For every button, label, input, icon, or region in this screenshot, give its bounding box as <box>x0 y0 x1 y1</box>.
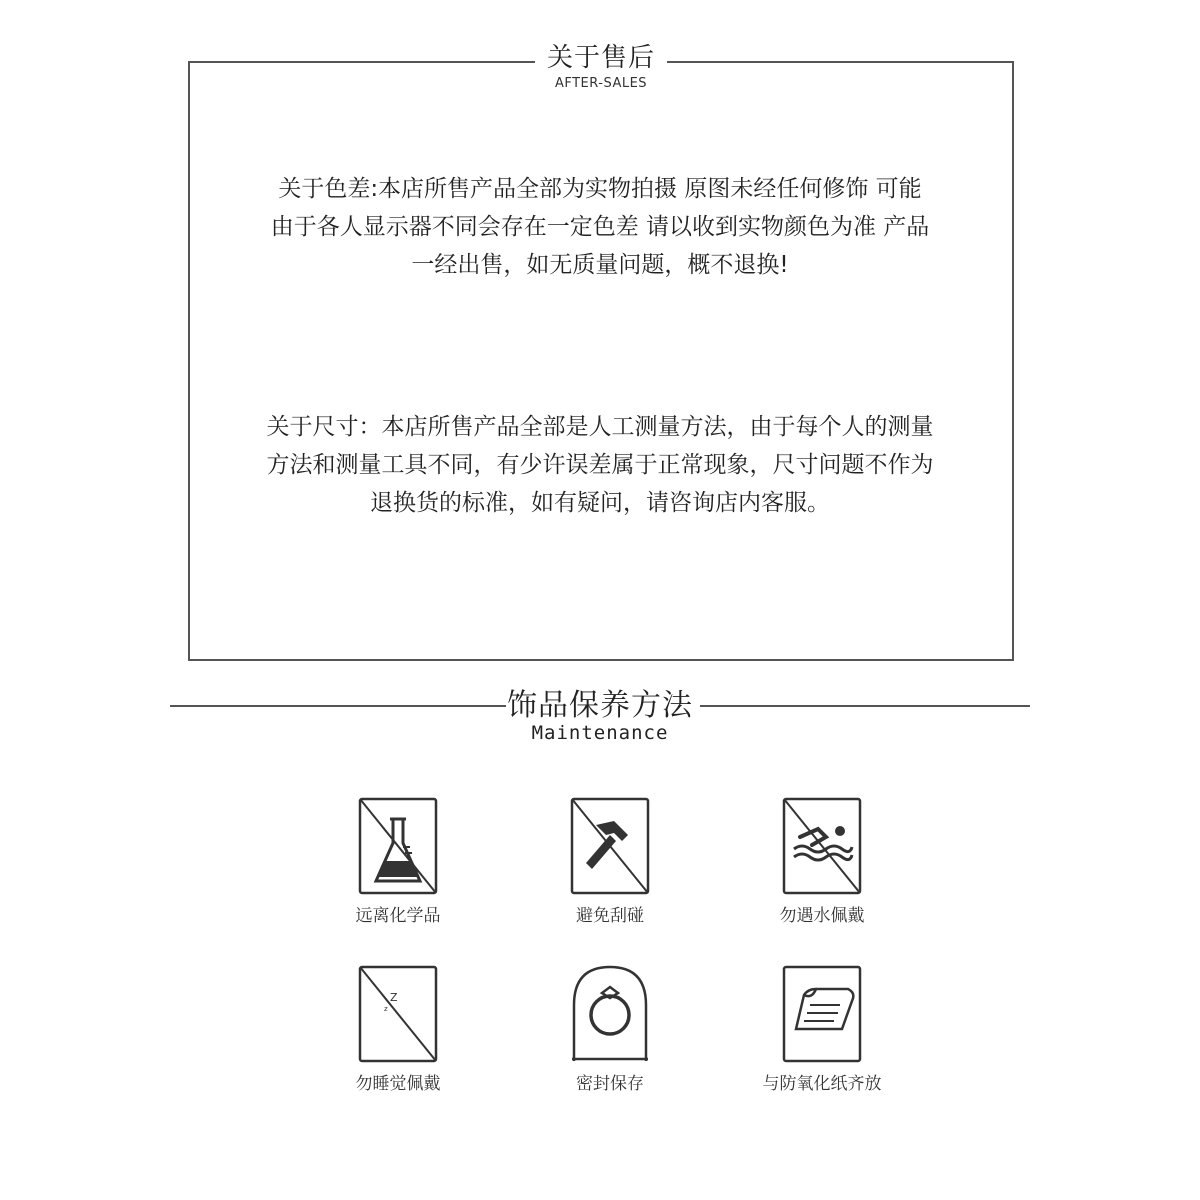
paragraph-line: 方法和测量工具不同，有少许误差属于正常现象，尺寸问题不作为 <box>266 452 934 478</box>
heading-divider-right <box>700 705 1030 707</box>
paragraph-line: 由于各人显示器不同会存在一定色差 请以收到实物颜色为准 产品 <box>270 214 930 240</box>
svg-text:z: z <box>384 1005 388 1013</box>
color-difference-paragraph <box>220 170 980 284</box>
care-label: 勿遇水佩戴 <box>779 906 865 926</box>
svg-text:Z: Z <box>390 991 398 1004</box>
paragraph-line: 关于色差:本店所售产品全部为实物拍摄 原图未经任何修饰 可能 <box>278 176 922 202</box>
care-label: 与防氧化纸齐放 <box>762 1074 882 1094</box>
no-hammer-icon <box>570 797 650 895</box>
care-label: 远离化学品 <box>355 906 441 926</box>
care-label: 勿睡觉佩戴 <box>355 1074 441 1094</box>
size-paragraph <box>220 408 980 522</box>
care-item-water <box>742 797 902 937</box>
sealed-ring-box-icon <box>570 965 650 1063</box>
anti-oxidation-paper-icon <box>782 965 862 1063</box>
care-item-sleep <box>318 965 478 1105</box>
after-sales-heading <box>535 40 667 96</box>
care-item-chemicals <box>318 797 478 937</box>
no-sleeping-icon <box>358 965 438 1063</box>
care-item-scratch <box>530 797 690 937</box>
maintenance-subtitle: Maintenance <box>531 722 669 744</box>
paragraph-line: 一经出售，如无质量问题，概不退换! <box>411 252 789 278</box>
maintenance-title: 饰品保养方法 <box>507 688 693 723</box>
care-item-sealed <box>530 965 690 1105</box>
heading-divider-left <box>170 705 506 707</box>
after-sales-box <box>188 61 1014 661</box>
after-sales-title: 关于售后 <box>546 43 655 73</box>
paragraph-line: 关于尺寸：本店所售产品全部是人工测量方法，由于每个人的测量 <box>266 414 934 440</box>
care-label: 密封保存 <box>576 1074 644 1094</box>
after-sales-subtitle: AFTER-SALES <box>554 76 648 91</box>
care-label: 避免刮碰 <box>576 906 644 926</box>
care-item-paper <box>742 965 902 1105</box>
paragraph-line: 退换货的标准，如有疑问，请咨询店内客服。 <box>370 490 830 516</box>
no-swimming-icon <box>782 797 862 895</box>
no-chemicals-icon <box>358 797 438 895</box>
